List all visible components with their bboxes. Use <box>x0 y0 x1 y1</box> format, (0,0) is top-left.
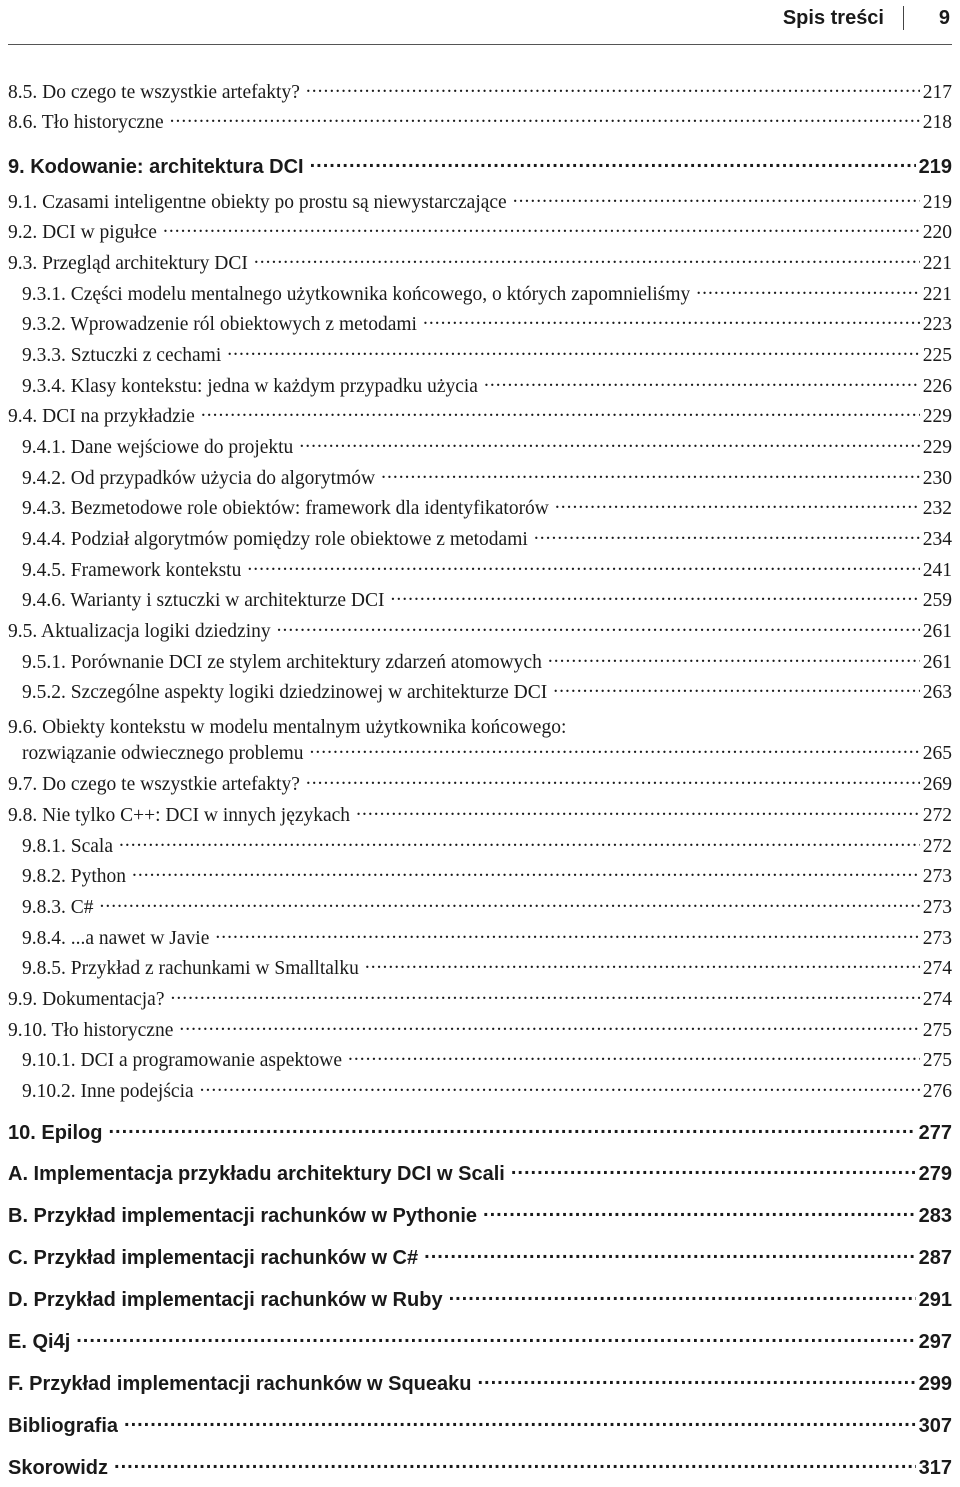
dot-leader <box>76 1328 915 1348</box>
toc-entry-label: 9.8.4. ...a nawet w Javie <box>22 928 210 949</box>
dot-leader <box>215 925 919 945</box>
dot-leader <box>483 1202 916 1222</box>
dot-leader <box>513 189 920 209</box>
toc-entry-page: 232 <box>922 498 952 519</box>
toc-entry-label: 9.8.1. Scala <box>22 836 113 857</box>
toc-entry[interactable] <box>0 157 960 183</box>
toc-entry-page: 273 <box>922 866 952 887</box>
toc-entry-page: 265 <box>922 743 952 764</box>
toc-entry-page: 234 <box>922 529 952 550</box>
toc-entry-label: B. Przykład implementacji rachunków w Pythonie <box>8 1205 478 1227</box>
toc-entry[interactable] <box>0 989 960 1015</box>
toc-entry-label: 9.4.4. Podział algorytmów pomiędzy role obiektowe z metodami <box>22 529 528 550</box>
dot-leader <box>132 863 920 883</box>
toc-entry[interactable] <box>0 498 960 524</box>
toc-entry-label: 9.9. Dokumentacja? <box>8 989 165 1010</box>
toc-entry-label: 9.8.3. C# <box>22 897 94 918</box>
toc-entry-page: 219 <box>922 192 952 213</box>
dot-leader <box>124 1412 916 1432</box>
toc-entry-label: 9.10. Tło historyczne <box>8 1020 174 1041</box>
toc-entry-label: Skorowidz <box>8 1457 109 1479</box>
dot-leader <box>227 342 919 362</box>
toc-entry[interactable] <box>0 345 960 371</box>
toc-entry-page: 219 <box>918 156 952 178</box>
toc-entry-page: 275 <box>922 1050 952 1071</box>
toc-entry-page: 217 <box>922 82 952 103</box>
dot-leader <box>277 618 920 638</box>
toc-entry-page: 275 <box>922 1020 952 1041</box>
toc-entry-page: 229 <box>922 437 952 458</box>
toc-entry-label: 9.5. Aktualizacja logiki dziedziny <box>8 621 271 642</box>
toc-entry[interactable] <box>0 112 960 138</box>
dot-leader <box>424 1244 915 1264</box>
toc-entry[interactable] <box>0 743 960 769</box>
toc-entry[interactable] <box>0 253 960 279</box>
toc-entry-label: 9.4.3. Bezmetodowe role obiektów: framework dla identyfikatorów <box>22 498 549 519</box>
toc-entry[interactable] <box>0 1164 960 1190</box>
toc-entry-page: 273 <box>922 897 952 918</box>
toc-entry[interactable] <box>0 1020 960 1046</box>
toc-entry-label: 9.3.1. Części modelu mentalnego użytkownika końcowego, o których zapomnieliśmy <box>22 284 691 305</box>
toc-entry[interactable] <box>0 82 960 108</box>
toc-entry[interactable] <box>0 928 960 954</box>
toc-entry-label: 9.8. Nie tylko C++: DCI w innych językach <box>8 805 351 826</box>
dot-leader <box>310 740 920 760</box>
toc-entry-label: C. Przykład implementacji rachunków w C# <box>8 1247 419 1269</box>
dot-leader <box>119 833 920 853</box>
toc-entry[interactable] <box>0 529 960 555</box>
toc-entry[interactable] <box>0 560 960 586</box>
dot-leader <box>449 1286 916 1306</box>
dot-leader <box>391 587 920 607</box>
toc-entry[interactable] <box>0 1123 960 1149</box>
toc-entry-label: E. Qi4j <box>8 1331 71 1353</box>
dot-leader <box>201 403 920 423</box>
dot-leader <box>163 219 920 239</box>
toc-entry-page: 261 <box>922 652 952 673</box>
toc-entry-label: 9.4.5. Framework kontekstu <box>22 560 242 581</box>
toc-entry[interactable] <box>0 652 960 678</box>
toc-entry-page: 291 <box>918 1289 952 1311</box>
toc-entry-page: 223 <box>922 314 952 335</box>
dot-leader <box>179 1017 919 1037</box>
toc-entry-page: 269 <box>922 774 952 795</box>
dot-leader <box>299 434 919 454</box>
dot-leader <box>696 281 919 301</box>
toc-entry[interactable] <box>0 897 960 923</box>
dot-leader <box>171 986 920 1006</box>
toc-entry-page: 317 <box>918 1457 952 1479</box>
dot-leader <box>200 1078 920 1098</box>
toc-entry-label: 9.5.1. Porównanie DCI ze stylem architektury zdarzeń atomowych <box>22 652 542 673</box>
toc-entry-page: 230 <box>922 468 952 489</box>
toc-entry-page: 274 <box>922 989 952 1010</box>
toc-entry-page: 276 <box>922 1081 952 1102</box>
toc-entry-page: 263 <box>922 682 952 703</box>
dot-leader <box>423 311 920 331</box>
toc-entry-page: 221 <box>922 253 952 274</box>
toc-entry-label: 9.3. Przegląd architektury DCI <box>8 253 248 274</box>
dot-leader <box>100 894 920 914</box>
toc-entry-label: 9.8.5. Przykład z rachunkami w Smalltalku <box>22 958 359 979</box>
toc-entry-page: 273 <box>922 928 952 949</box>
toc-entry-page: 307 <box>918 1415 952 1437</box>
toc-entry[interactable] <box>0 774 960 800</box>
dot-leader <box>484 373 920 393</box>
toc-entry-page: 283 <box>918 1205 952 1227</box>
toc-entry[interactable] <box>0 866 960 892</box>
toc-entry[interactable] <box>0 468 960 494</box>
toc-entry-label: 9.10.2. Inne podejścia <box>22 1081 194 1102</box>
toc-entry-page: 287 <box>918 1247 952 1269</box>
toc-entry-page: 259 <box>922 590 952 611</box>
toc-entry-page: 241 <box>922 560 952 581</box>
dot-leader <box>356 802 920 822</box>
toc-entry-label: 9.1. Czasami inteligentne obiekty po prostu są niewystarczające <box>8 192 507 213</box>
toc-entry[interactable] <box>0 1248 960 1274</box>
toc-entry-page: 221 <box>922 284 952 305</box>
dot-leader <box>348 1047 920 1067</box>
toc-entry[interactable] <box>0 1050 960 1076</box>
toc-entry[interactable] <box>0 590 960 616</box>
toc-entry-page: 225 <box>922 345 952 366</box>
toc-entry-page: 261 <box>922 621 952 642</box>
toc-entry[interactable] <box>0 1290 960 1316</box>
toc-entry-label: 9.3.2. Wprowadzenie ról obiektowych z metodami <box>22 314 417 335</box>
toc-entry[interactable] <box>0 1416 960 1442</box>
toc-entry-label: 9.5.2. Szczególne aspekty logiki dziedzinowej w architekturze DCI <box>22 682 548 703</box>
toc-entry-page: 220 <box>922 222 952 243</box>
toc-entry-label: Bibliografia <box>8 1415 119 1437</box>
dot-leader <box>247 557 919 577</box>
dot-leader <box>170 109 920 129</box>
toc-entry-page: 299 <box>918 1373 952 1395</box>
toc-entry[interactable] <box>0 836 960 862</box>
dot-leader <box>254 250 920 270</box>
dot-leader <box>306 771 920 791</box>
toc-entry-page: 277 <box>918 1122 952 1144</box>
toc-entry[interactable] <box>0 682 960 708</box>
dot-leader <box>555 495 920 515</box>
toc-entry-label: rozwiązanie odwiecznego problemu <box>22 743 304 764</box>
toc-entry-page: 218 <box>922 112 952 133</box>
toc-entry[interactable] <box>0 958 960 984</box>
header-title: Spis treści <box>782 7 884 29</box>
toc-entry-label: 9. Kodowanie: architektura DCI <box>8 156 304 178</box>
dot-leader <box>548 649 920 669</box>
dot-leader <box>108 1119 915 1139</box>
toc-entry-label: 9.4. DCI na przykładzie <box>8 406 195 427</box>
dot-leader <box>477 1370 915 1390</box>
toc-entry-label: F. Przykład implementacji rachunków w Squeaku <box>8 1373 472 1395</box>
toc-entry-label: 10. Epilog <box>8 1122 103 1144</box>
toc-entry-label: 9.2. DCI w pigułce <box>8 222 157 243</box>
toc-entry-label: D. Przykład implementacji rachunków w Ruby <box>8 1289 443 1311</box>
toc-entry-label-line1: 9.6. Obiekty kontekstu w modelu mentalnym użytkownika końcowego: <box>8 717 567 738</box>
toc-entry-label: 9.7. Do czego te wszystkie artefakty? <box>8 774 300 795</box>
toc-entry[interactable] <box>0 1458 960 1484</box>
toc-entry[interactable] <box>0 1332 960 1358</box>
toc-entry-page: 297 <box>918 1331 952 1353</box>
toc-entry[interactable] <box>0 192 960 218</box>
toc-entry-label: 9.4.6. Warianty i sztuczki w architekturze DCI <box>22 590 385 611</box>
toc-entry[interactable] <box>0 284 960 310</box>
toc-entry[interactable] <box>0 314 960 340</box>
toc-entry-label: A. Implementacja przykładu architektury DCI w Scali <box>8 1163 505 1185</box>
dot-leader <box>114 1454 916 1474</box>
toc-entry-page: 272 <box>922 836 952 857</box>
dot-leader <box>534 526 920 546</box>
toc-entry-label: 9.8.2. Python <box>22 866 127 887</box>
header-page-number: 9 <box>938 7 950 29</box>
toc-entry[interactable] <box>0 1374 960 1400</box>
toc-entry[interactable] <box>0 222 960 248</box>
toc-entry[interactable] <box>0 805 960 831</box>
toc-entry-label: 9.3.3. Sztuczki z cechami <box>22 345 222 366</box>
toc-entry-label: 9.3.4. Klasy kontekstu: jedna w każdym przypadku użycia <box>22 376 478 397</box>
toc-entry-label: 9.4.1. Dane wejściowe do projektu <box>22 437 294 458</box>
dot-leader <box>365 955 920 975</box>
toc-entry[interactable] <box>0 406 960 432</box>
toc-entry-label: 9.10.1. DCI a programowanie aspektowe <box>22 1050 343 1071</box>
toc-entry[interactable] <box>0 1206 960 1232</box>
dot-leader <box>511 1160 916 1180</box>
toc-entry-page: 279 <box>918 1163 952 1185</box>
toc-entry-label: 8.5. Do czego te wszystkie artefakty? <box>8 82 300 103</box>
dot-leader <box>310 153 916 173</box>
toc-entry-page: 274 <box>922 958 952 979</box>
toc-entry-label: 8.6. Tło historyczne <box>8 112 164 133</box>
toc-entry-page: 272 <box>922 805 952 826</box>
toc-entry[interactable] <box>0 376 960 402</box>
toc-entry[interactable] <box>0 437 960 463</box>
toc-entry[interactable] <box>0 621 960 647</box>
dot-leader <box>306 79 920 99</box>
toc-entry-page: 226 <box>922 376 952 397</box>
dot-leader <box>381 465 920 485</box>
toc-entry-label: 9.4.2. Od przypadków użycia do algorytmów <box>22 468 376 489</box>
dot-leader <box>553 679 920 699</box>
toc-entry-page: 229 <box>922 406 952 427</box>
toc-entry[interactable] <box>0 1081 960 1107</box>
